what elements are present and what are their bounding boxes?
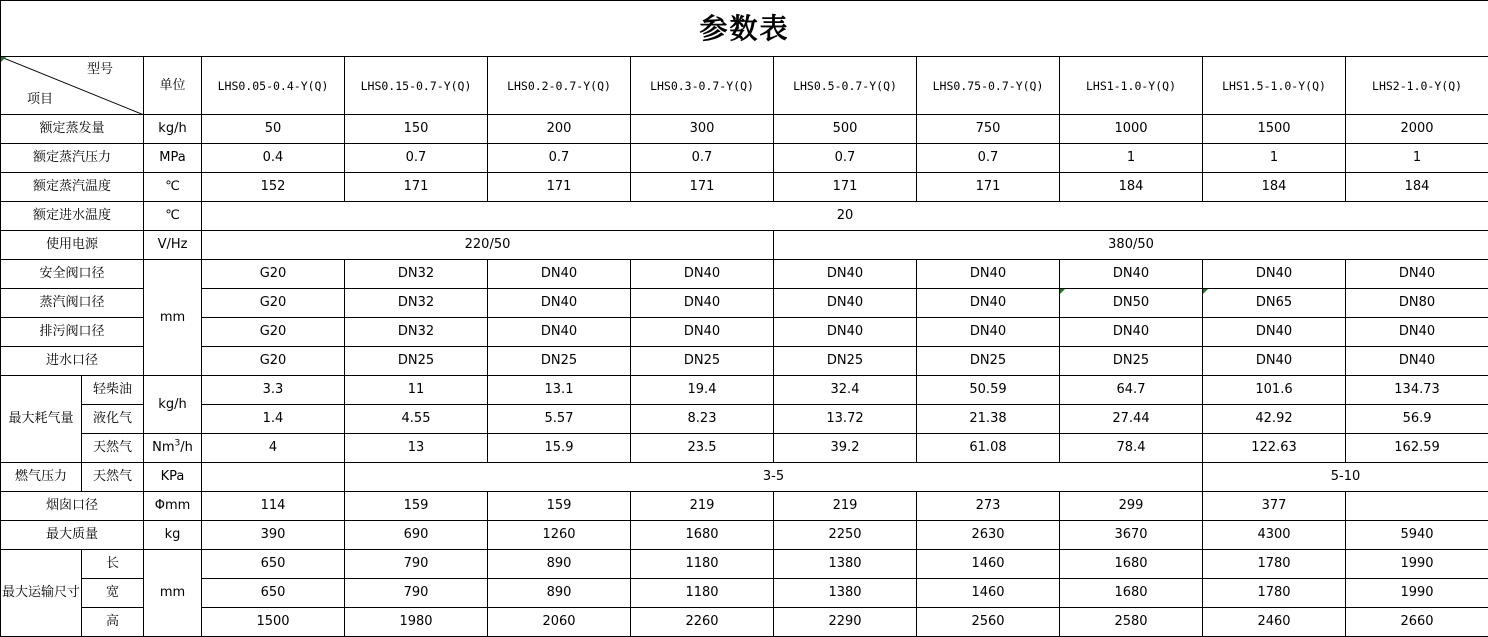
value-cell: DN40 [1060,318,1203,347]
value-cell: 184 [1346,173,1488,202]
value-cell: 690 [345,521,488,550]
model-header: LHS2-1.0-Y(Q) [1346,57,1488,115]
value-cell: DN32 [345,289,488,318]
unit-cell: mm [144,260,202,376]
value-cell: 390 [202,521,345,550]
value-cell: 2060 [488,608,631,637]
value-cell: 0.7 [774,144,917,173]
value-cell: 13.72 [774,405,917,434]
value-cell: 299 [1060,492,1203,521]
value-cell: 122.63 [1203,434,1346,463]
value-cell: DN32 [345,318,488,347]
row-label: 使用电源 [1,231,144,260]
value-cell: 171 [917,173,1060,202]
unit-cell: V/Hz [144,231,202,260]
unit-cell: ℃ [144,202,202,231]
table-row [1,550,1488,579]
empty-cell [202,463,345,492]
value-cell [1203,289,1346,318]
table-row [1,231,1488,260]
value-cell: DN40 [917,260,1060,289]
unit-tail: /h [180,440,193,455]
value-cell: G20 [202,318,345,347]
diagonal-line [1,57,144,115]
value-cell: DN40 [488,318,631,347]
value-cell: 790 [345,579,488,608]
unit-cell: mm [144,550,202,637]
value-cell: 2250 [774,521,917,550]
value-cell: 1180 [631,550,774,579]
value-cell: 101.6 [1203,376,1346,405]
table-row [1,608,1488,637]
value-cell: 2580 [1060,608,1203,637]
value-cell: 2560 [917,608,1060,637]
value-cell: 1380 [774,550,917,579]
value-cell: 39.2 [774,434,917,463]
row-label: 额定蒸汽压力 [1,144,144,173]
comment-marker-icon [1060,289,1065,294]
value-cell: 3-5 [345,463,1203,492]
value-cell: DN25 [917,347,1060,376]
row-label: 排污阀口径 [1,318,144,347]
row-label: 进水口径 [1,347,144,376]
value-cell: 1 [1060,144,1203,173]
value-cell: 150 [345,115,488,144]
value-cell: 1990 [1346,550,1488,579]
value-cell: DN25 [774,347,917,376]
sub-label: 长 [82,550,144,579]
value-cell: 1680 [1060,579,1203,608]
value-cell: 50.59 [917,376,1060,405]
sub-label: 液化气 [82,405,144,434]
table-row [1,260,1488,289]
comment-marker-icon [1,57,6,62]
value-cell: DN25 [345,347,488,376]
value-cell: 50 [202,115,345,144]
value-cell: 19.4 [631,376,774,405]
unit-cell [144,434,202,463]
value-cell: 890 [488,579,631,608]
value-cell: 1180 [631,579,774,608]
table-title: 参数表 [1,1,1488,57]
value-cell: DN25 [488,347,631,376]
value-cell: 32.4 [774,376,917,405]
value-cell: DN40 [1346,347,1488,376]
value-cell: 2660 [1346,608,1488,637]
value-cell: 1680 [631,521,774,550]
value-cell: G20 [202,289,345,318]
value-cell: 11 [345,376,488,405]
value-cell: 380/50 [774,231,1488,260]
model-header: LHS1.5-1.0-Y(Q) [1203,57,1346,115]
value-cell: 3670 [1060,521,1203,550]
value-cell: 273 [917,492,1060,521]
value-cell: 2000 [1346,115,1488,144]
table-row [1,289,1488,318]
value-cell: 650 [202,550,345,579]
value-cell: 1000 [1060,115,1203,144]
value-cell: 0.7 [631,144,774,173]
value-cell: DN40 [774,289,917,318]
value-cell: 1500 [1203,115,1346,144]
value-cell: DN40 [774,260,917,289]
value-cell: 162.59 [1346,434,1488,463]
table-row [1,579,1488,608]
row-label: 燃气压力 [1,463,82,492]
row-label: 最大运输尺寸 [1,550,82,637]
value-cell: G20 [202,260,345,289]
value-cell: DN40 [488,289,631,318]
value-cell: 23.5 [631,434,774,463]
unit-cell: Φmm [144,492,202,521]
table-row [1,173,1488,202]
value-cell: 3.3 [202,376,345,405]
value-cell: 1990 [1346,579,1488,608]
value-cell: 4.55 [345,405,488,434]
sub-label: 天然气 [82,463,144,492]
comment-marker-icon [1203,289,1208,294]
value-cell: 5.57 [488,405,631,434]
value-cell: 61.08 [917,434,1060,463]
value-cell: G20 [202,347,345,376]
value-cell: 184 [1203,173,1346,202]
value-cell: 2630 [917,521,1060,550]
value-cell: 750 [917,115,1060,144]
table-row [1,144,1488,173]
value-cell: 1380 [774,579,917,608]
value-cell: 890 [488,550,631,579]
value-cell: 1460 [917,579,1060,608]
value-cell: 159 [345,492,488,521]
value-cell: 171 [488,173,631,202]
unit-header: 单位 [144,57,202,115]
row-label: 额定蒸汽温度 [1,173,144,202]
value-cell: 1 [1346,144,1488,173]
value-cell: 159 [488,492,631,521]
table-row [1,202,1488,231]
value-cell: 219 [774,492,917,521]
value-cell: DN40 [1203,318,1346,347]
value-cell: 171 [345,173,488,202]
corner-item-label: 项目 [27,92,54,107]
value-cell: 171 [631,173,774,202]
unit-cell: kg/h [144,115,202,144]
table-row [1,405,1488,434]
value-cell: DN25 [1060,347,1203,376]
row-label: 烟囱口径 [1,492,144,521]
corner-model-label: 型号 [86,62,113,77]
value-cell: 0.7 [488,144,631,173]
model-header: LHS0.75-0.7-Y(Q) [917,57,1060,115]
value-cell: DN40 [631,318,774,347]
value-cell: 377 [1203,492,1346,521]
value-cell: 1 [1203,144,1346,173]
value-cell: 1680 [1060,550,1203,579]
value-cell: DN40 [917,318,1060,347]
unit-cell: ℃ [144,173,202,202]
table-row [1,521,1488,550]
corner-header [1,57,144,115]
value-cell: 8.23 [631,405,774,434]
model-header: LHS0.3-0.7-Y(Q) [631,57,774,115]
row-label: 安全阀口径 [1,260,144,289]
unit-cell: kg/h [144,376,202,434]
value-cell: 20 [202,202,1488,231]
value-cell: 5-10 [1203,463,1488,492]
value-cell: 114 [202,492,345,521]
value-cell: DN40 [1346,318,1488,347]
table-row [1,318,1488,347]
row-label: 最大耗气量 [1,376,82,463]
table-row [1,463,1488,492]
model-header: LHS0.5-0.7-Y(Q) [774,57,917,115]
table-row [1,347,1488,376]
value-cell: DN40 [1203,347,1346,376]
value-cell: 200 [488,115,631,144]
unit-cell: MPa [144,144,202,173]
value-cell: 4 [202,434,345,463]
value-text: DN50 [1112,295,1150,310]
value-cell: 4300 [1203,521,1346,550]
value-cell [1346,492,1488,521]
value-cell: 27.44 [1060,405,1203,434]
value-cell: 56.9 [1346,405,1488,434]
value-cell: DN40 [1346,260,1488,289]
model-header: LHS0.2-0.7-Y(Q) [488,57,631,115]
value-cell: 42.92 [1203,405,1346,434]
value-cell: 5940 [1346,521,1488,550]
value-cell: 1260 [488,521,631,550]
table-row [1,492,1488,521]
value-cell: 0.7 [345,144,488,173]
value-cell [1060,289,1203,318]
value-cell: 0.7 [917,144,1060,173]
value-cell: 184 [1060,173,1203,202]
unit-cell: KPa [144,463,202,492]
value-cell: 15.9 [488,434,631,463]
value-cell: 650 [202,579,345,608]
unit-superscript: 3 [174,438,181,449]
value-cell: 64.7 [1060,376,1203,405]
value-cell: 220/50 [202,231,774,260]
value-cell: DN40 [1203,260,1346,289]
value-cell: 1.4 [202,405,345,434]
sub-label: 天然气 [82,434,144,463]
value-cell: 0.4 [202,144,345,173]
value-cell: DN40 [917,289,1060,318]
value-cell: 2290 [774,608,917,637]
value-cell: DN32 [345,260,488,289]
value-cell: 1980 [345,608,488,637]
value-cell: 2260 [631,608,774,637]
value-cell: DN40 [631,260,774,289]
value-cell: DN25 [631,347,774,376]
sub-label: 轻柴油 [82,376,144,405]
value-cell: 171 [774,173,917,202]
value-cell: DN40 [1060,260,1203,289]
value-cell: 134.73 [1346,376,1488,405]
value-cell: 13 [345,434,488,463]
table-row [1,376,1488,405]
value-cell: 152 [202,173,345,202]
value-cell: 300 [631,115,774,144]
value-cell: 1460 [917,550,1060,579]
sub-label: 高 [82,608,144,637]
row-label: 额定蒸发量 [1,115,144,144]
table-row [1,115,1488,144]
value-cell: 1780 [1203,550,1346,579]
value-cell: 790 [345,550,488,579]
value-cell: 500 [774,115,917,144]
value-text: DN65 [1255,295,1293,310]
row-label: 最大质量 [1,521,144,550]
table-row [1,434,1488,463]
model-header: LHS0.05-0.4-Y(Q) [202,57,345,115]
unit-base: Nm [152,440,175,455]
value-cell: 1780 [1203,579,1346,608]
value-cell: 1500 [202,608,345,637]
value-cell: DN80 [1346,289,1488,318]
value-cell: DN40 [488,260,631,289]
sub-label: 宽 [82,579,144,608]
row-label: 额定进水温度 [1,202,144,231]
row-label: 蒸汽阀口径 [1,289,144,318]
value-cell: 219 [631,492,774,521]
value-cell: 21.38 [917,405,1060,434]
model-header: LHS0.15-0.7-Y(Q) [345,57,488,115]
unit-cell: kg [144,521,202,550]
value-cell: 78.4 [1060,434,1203,463]
model-header: LHS1-1.0-Y(Q) [1060,57,1203,115]
value-cell: DN40 [631,289,774,318]
value-cell: 13.1 [488,376,631,405]
value-cell: 2460 [1203,608,1346,637]
value-cell: DN40 [774,318,917,347]
